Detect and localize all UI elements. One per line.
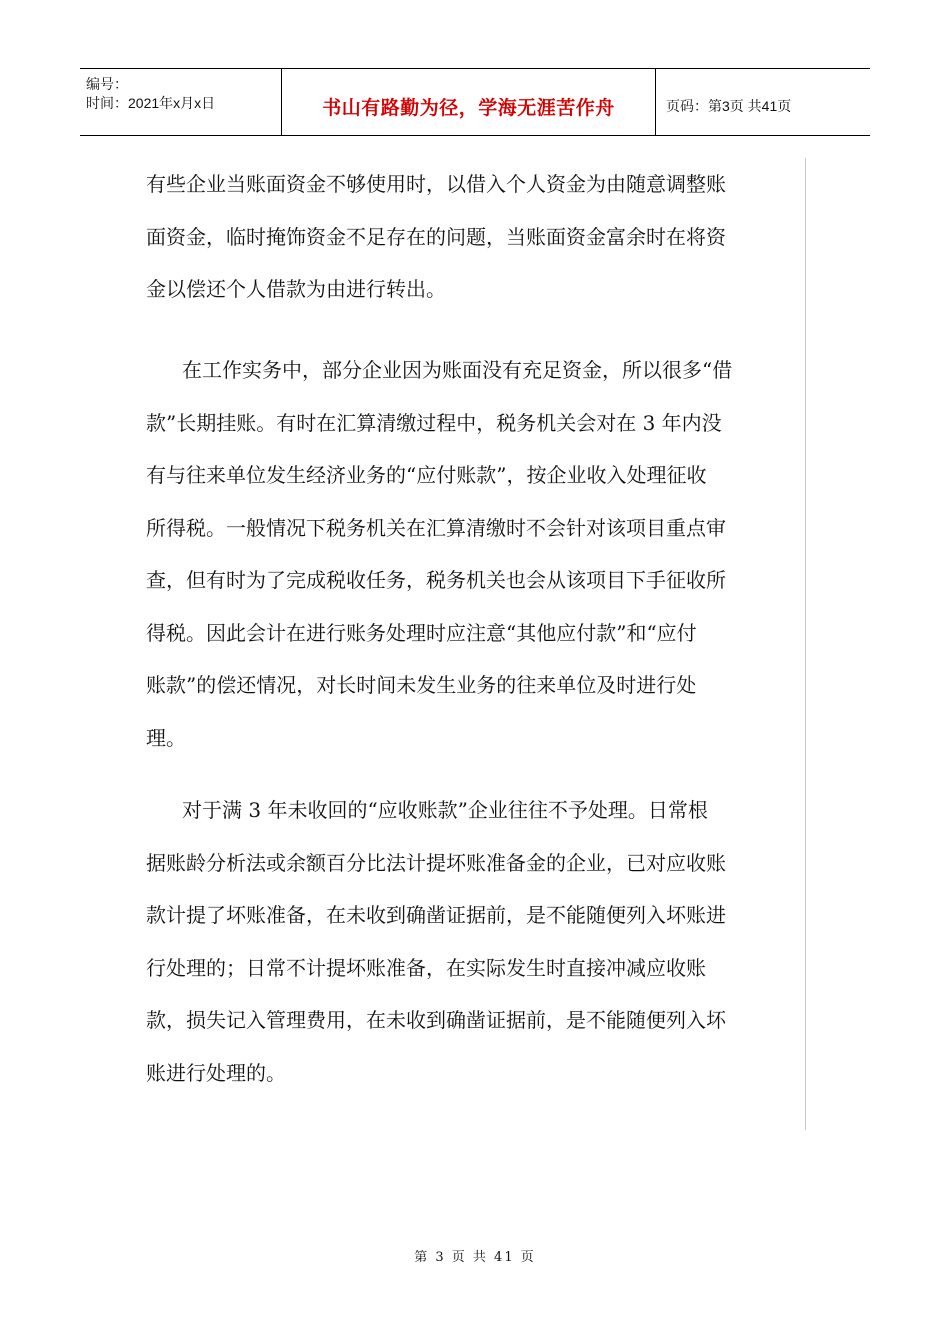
text-line: 理。 — [146, 725, 186, 750]
header-motto: 书山有路勤为径，学海无涯苦作舟 — [322, 96, 615, 119]
text-line: 有些企业当账面资金不够使用时，以借入个人资金为由随意调整账 — [146, 172, 726, 196]
text-line: 面资金，临时掩饰资金不足存在的问题，当账面资金富余时在将资 — [146, 224, 726, 249]
page-code: 页码：第3页 共41页 — [666, 98, 792, 114]
text-line: 账款”的偿还情况，对长时间未发生业务的往来单位及时进行处 — [146, 673, 697, 697]
text-line: 金以偿还个人借款为由进行转出。 — [146, 277, 446, 301]
text-line: 款，损失记入管理费用，在未收到确凿证据前，是不能随便列入坏 — [146, 1008, 726, 1032]
right-margin-rule — [805, 158, 806, 1130]
text-line: 得税。因此会计在进行账务处理时应注意“其他应付款”和“应付 — [146, 620, 697, 645]
text-line: 有与往来单位发生经济业务的“应付账款”，按企业收入处理征收 — [146, 463, 707, 487]
paragraph-1 — [146, 158, 726, 316]
text-line: 款计提了坏账准备，在未收到确凿证据前，是不能随便列入坏账进 — [146, 903, 726, 927]
header-motto-cell — [282, 69, 656, 135]
paragraph-3 — [146, 784, 726, 1099]
time-label: 时间：2021年x月x日 — [86, 95, 216, 111]
text-line: 据账龄分析法或余额百分比法计提坏账准备金的企业，已对应收账 — [146, 850, 726, 875]
text-line: 查，但有时为了完成税收任务，税务机关也会从该项目下手征收所 — [146, 568, 726, 592]
header-page-cell — [656, 69, 870, 135]
footer-page-number: 第 3 页 共 41 页 — [414, 1250, 536, 1265]
number-label: 编号： — [86, 76, 128, 92]
text-line: 对于满 3 年未收回的“应收账款”企业往往不予处理。日常根 — [182, 798, 708, 822]
document-header — [80, 68, 870, 136]
paragraph-2 — [146, 344, 732, 764]
text-line: 账进行处理的。 — [146, 1060, 286, 1085]
text-line: 在工作实务中，部分企业因为账面没有充足资金，所以很多“借 — [182, 358, 733, 382]
text-line: 行处理的；日常不计提坏账准备，在实际发生时直接冲减应收账 — [146, 955, 706, 980]
text-line: 所得税。一般情况下税务机关在汇算清缴时不会针对该项目重点审 — [146, 515, 726, 540]
page-footer — [0, 1246, 950, 1265]
text-line: 款”长期挂账。有时在汇算清缴过程中，税务机关会对在 3 年内没 — [146, 410, 722, 435]
header-meta-cell — [80, 69, 282, 135]
